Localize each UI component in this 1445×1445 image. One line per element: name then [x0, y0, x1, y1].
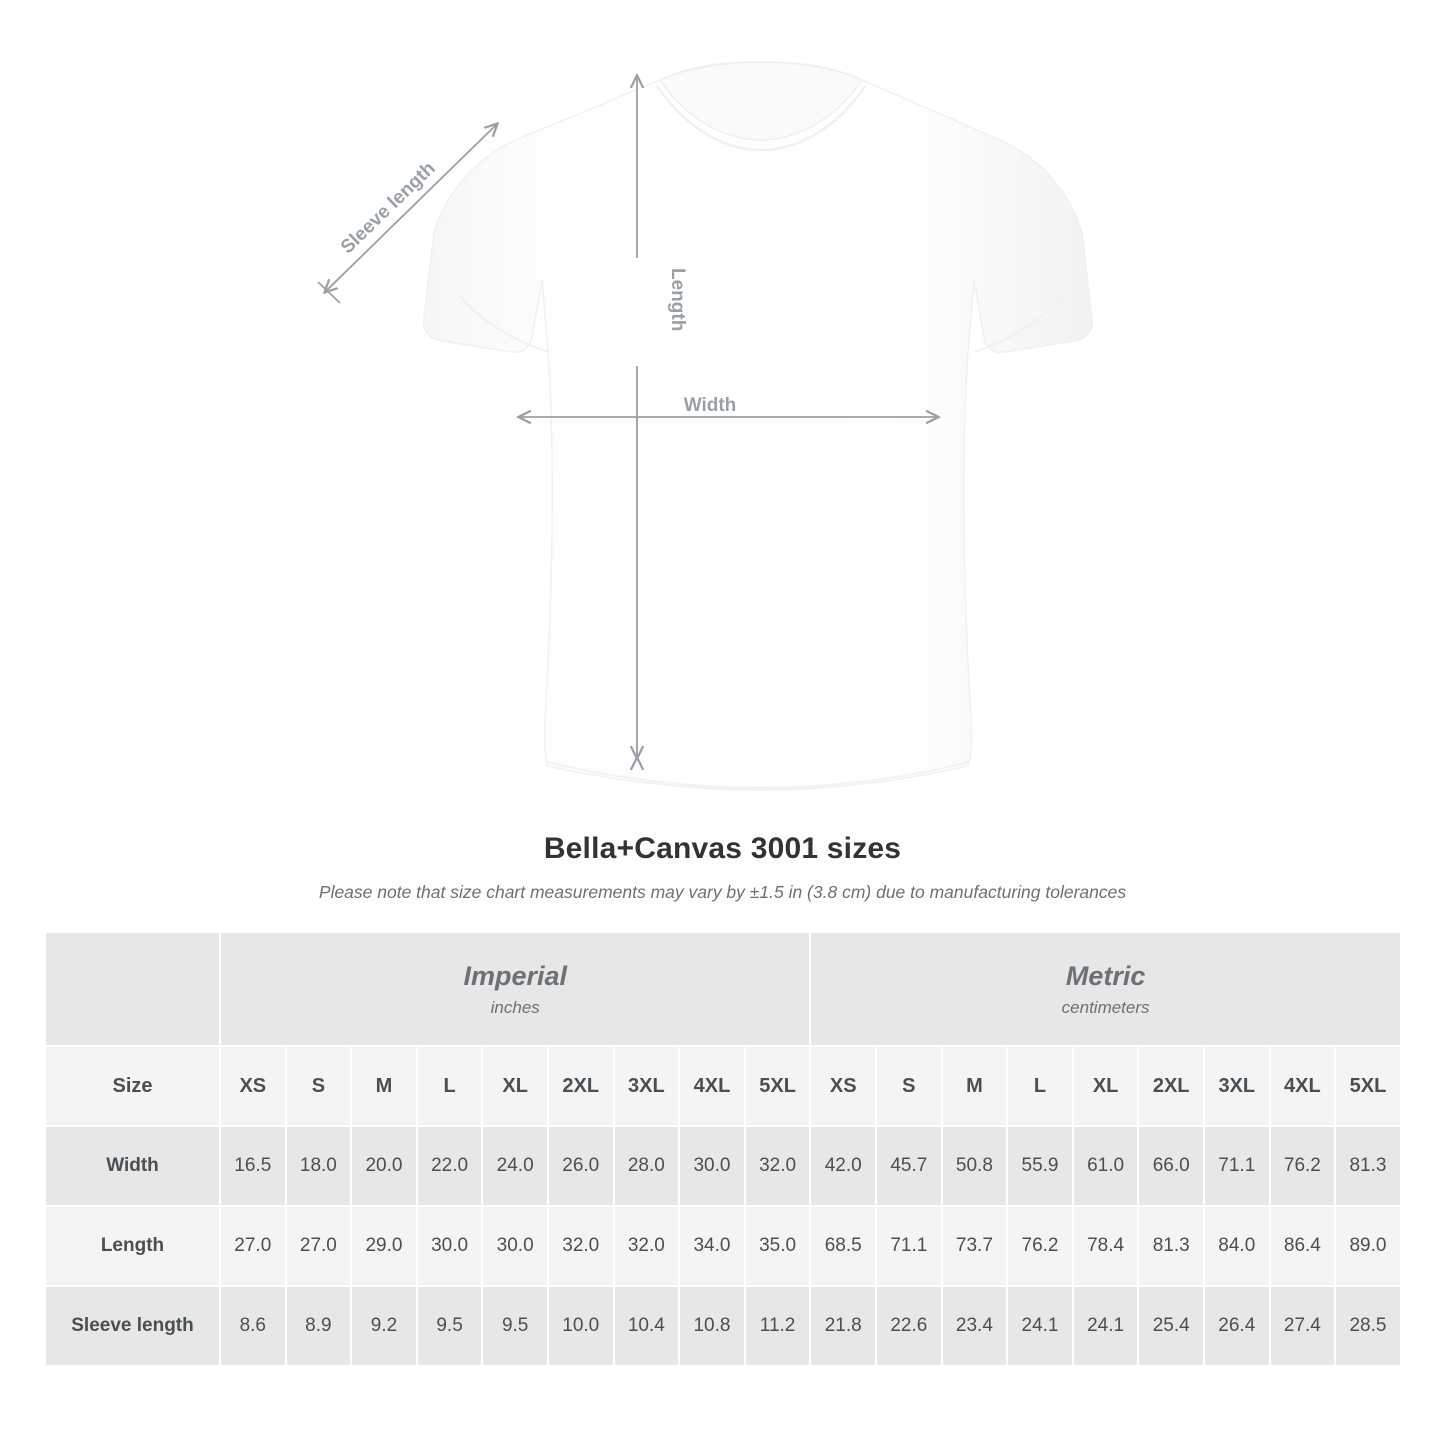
size-cell: 4XL	[679, 1046, 745, 1126]
size-cell: M	[351, 1046, 417, 1126]
length-label: Length	[667, 268, 688, 332]
unit-header-imperial	[220, 932, 810, 1046]
value-cell: 68.5	[810, 1206, 876, 1286]
value-cell: 27.0	[220, 1206, 286, 1286]
value-cell: 9.5	[482, 1286, 548, 1366]
value-cell: 81.3	[1138, 1206, 1204, 1286]
value-cell: 32.0	[745, 1126, 811, 1206]
value-cell: 42.0	[810, 1126, 876, 1206]
chart-heading	[0, 832, 1445, 903]
sleeve-length-label: Sleeve length	[336, 157, 440, 259]
value-cell: 84.0	[1204, 1206, 1270, 1286]
width-label: Width	[683, 395, 737, 416]
value-cell: 26.4	[1204, 1286, 1270, 1366]
value-cell: 10.4	[614, 1286, 680, 1366]
size-cell: 3XL	[614, 1046, 680, 1126]
value-cell: 28.0	[614, 1126, 680, 1206]
imperial-sub: inches	[490, 998, 540, 1018]
size-cell: XS	[220, 1046, 286, 1126]
size-cell: 4XL	[1270, 1046, 1336, 1126]
value-cell: 29.0	[351, 1206, 417, 1286]
value-cell: 10.8	[679, 1286, 745, 1366]
value-cell: 8.6	[220, 1286, 286, 1366]
size-cell: S	[876, 1046, 942, 1126]
size-cell: L	[1007, 1046, 1073, 1126]
size-cell: L	[417, 1046, 483, 1126]
table-row	[45, 1206, 1401, 1286]
value-cell: 61.0	[1073, 1126, 1139, 1206]
table-row	[45, 1286, 1401, 1366]
value-cell: 20.0	[351, 1126, 417, 1206]
unit-header-metric	[810, 932, 1400, 1046]
value-cell: 26.0	[548, 1126, 614, 1206]
row-header-length: Length	[45, 1206, 220, 1286]
value-cell: 55.9	[1007, 1126, 1073, 1206]
row-header-sleeve-length: Sleeve length	[45, 1286, 220, 1366]
size-cell: 2XL	[548, 1046, 614, 1126]
value-cell: 30.0	[417, 1206, 483, 1286]
value-cell: 45.7	[876, 1126, 942, 1206]
value-cell: 9.5	[417, 1286, 483, 1366]
value-cell: 34.0	[679, 1206, 745, 1286]
value-cell: 27.0	[286, 1206, 352, 1286]
unit-header-row	[45, 932, 1401, 1046]
size-cell: M	[942, 1046, 1008, 1126]
imperial-name: Imperial	[463, 960, 567, 991]
metric-name: Metric	[1065, 960, 1146, 991]
value-cell: 89.0	[1335, 1206, 1401, 1286]
value-cell: 71.1	[1204, 1126, 1270, 1206]
value-cell: 27.4	[1270, 1286, 1336, 1366]
size-cell: 5XL	[1335, 1046, 1401, 1126]
value-cell: 11.2	[745, 1286, 811, 1366]
value-cell: 50.8	[942, 1126, 1008, 1206]
value-cell: 81.3	[1335, 1126, 1401, 1206]
value-cell: 28.5	[1335, 1286, 1401, 1366]
value-cell: 25.4	[1138, 1286, 1204, 1366]
value-cell: 16.5	[220, 1126, 286, 1206]
size-cell: 2XL	[1138, 1046, 1204, 1126]
value-cell: 9.2	[351, 1286, 417, 1366]
value-cell: 32.0	[548, 1206, 614, 1286]
tshirt-illustration	[424, 62, 1093, 790]
value-cell: 73.7	[942, 1206, 1008, 1286]
value-cell: 76.2	[1007, 1206, 1073, 1286]
value-cell: 24.0	[482, 1126, 548, 1206]
size-cell: 5XL	[745, 1046, 811, 1126]
size-cell: XL	[482, 1046, 548, 1126]
table-row	[45, 1126, 1401, 1206]
page-title: Bella+Canvas 3001 sizes	[543, 832, 902, 865]
value-cell: 10.0	[548, 1286, 614, 1366]
size-cell: XL	[1073, 1046, 1139, 1126]
unit-header-spacer	[45, 932, 220, 1046]
value-cell: 35.0	[745, 1206, 811, 1286]
value-cell: 71.1	[876, 1206, 942, 1286]
size-table-container	[44, 931, 1401, 1367]
value-cell: 21.8	[810, 1286, 876, 1366]
row-header-size: Size	[45, 1046, 220, 1126]
value-cell: 66.0	[1138, 1126, 1204, 1206]
value-cell: 22.6	[876, 1286, 942, 1366]
value-cell: 8.9	[286, 1286, 352, 1366]
value-cell: 24.1	[1007, 1286, 1073, 1366]
size-cell: 3XL	[1204, 1046, 1270, 1126]
value-cell: 78.4	[1073, 1206, 1139, 1286]
value-cell: 30.0	[679, 1126, 745, 1206]
value-cell: 30.0	[482, 1206, 548, 1286]
tolerance-note: Please note that size chart measurements may vary by ±1.5 in (3.8 cm) due to manufacturing tolerances	[318, 882, 1127, 902]
value-cell: 22.0	[417, 1126, 483, 1206]
value-cell: 76.2	[1270, 1126, 1336, 1206]
size-header-row	[45, 1046, 1401, 1126]
size-cell: XS	[810, 1046, 876, 1126]
value-cell: 24.1	[1073, 1286, 1139, 1366]
value-cell: 32.0	[614, 1206, 680, 1286]
value-cell: 23.4	[942, 1286, 1008, 1366]
value-cell: 86.4	[1270, 1206, 1336, 1286]
metric-sub: centimeters	[1061, 998, 1150, 1018]
size-cell: S	[286, 1046, 352, 1126]
size-table	[44, 931, 1402, 1367]
value-cell: 18.0	[286, 1126, 352, 1206]
row-header-width: Width	[45, 1126, 220, 1206]
